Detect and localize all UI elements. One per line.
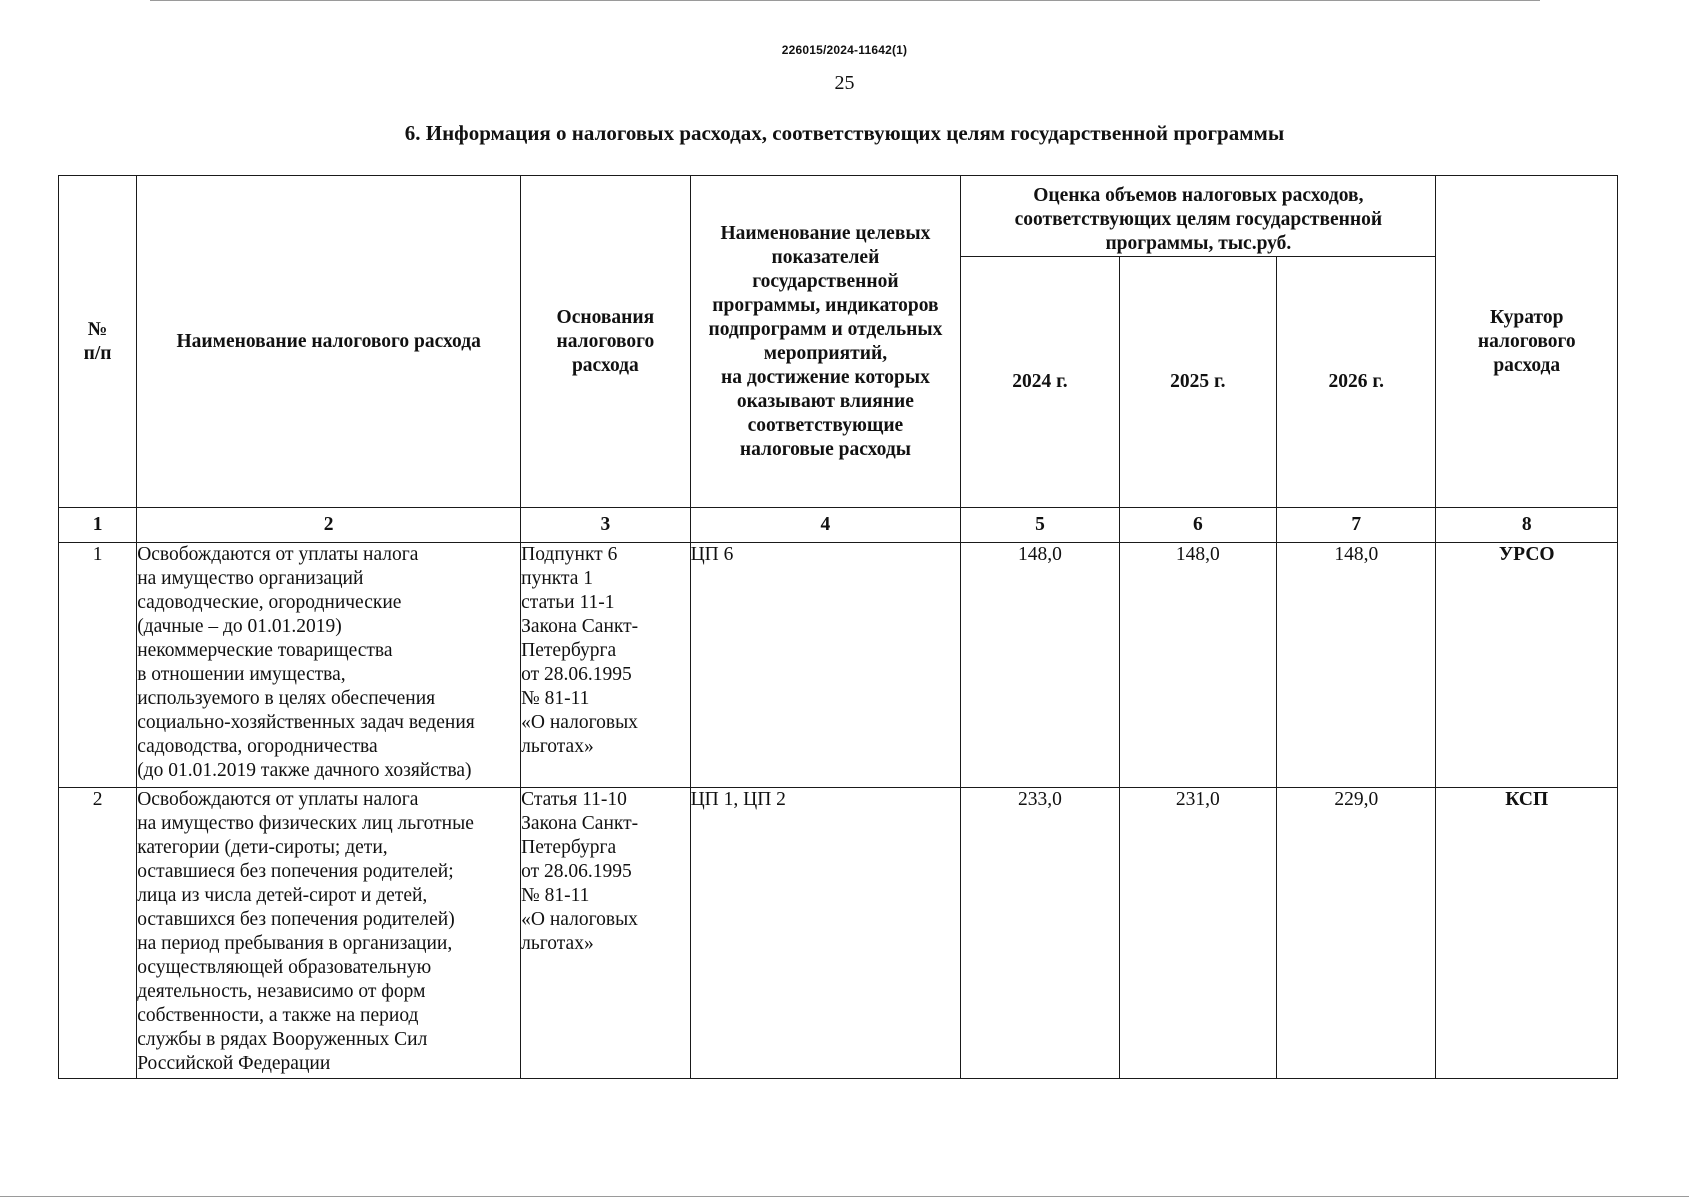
column-number: 4 [690, 508, 961, 543]
column-number: 6 [1119, 508, 1276, 543]
basis-cell: Статья 11-10 Закона Санкт- Петербурга от 28.06.1995 № 81-11 «О налоговых льготах» [521, 788, 690, 1079]
table-row [59, 543, 1618, 788]
value-2024-cell: 148,0 [961, 543, 1119, 788]
page-top-rule [150, 0, 1540, 1]
column-number: 3 [521, 508, 690, 543]
column-number: 2 [137, 508, 521, 543]
header-expense-name: Наименование налогового расхода [137, 176, 521, 508]
expense-name-cell: Освобождаются от уплаты налога на имущество организаций садоводческие, огороднические (дачные – до 01.01.2019) некоммерческие товарищества в отношении имущества, используемого в целях обеспечения социально-хозяйственных задач ведения садоводства, огородничества (до 01.01.2019 также дачного хозяйства) [137, 543, 521, 788]
column-number: 7 [1277, 508, 1436, 543]
column-number: 1 [59, 508, 137, 543]
header-estimate-group: Оценка объемов налоговых расходов, соответствующих целям государственной программы, тыс.руб. [961, 176, 1436, 257]
value-2026-cell: 148,0 [1277, 543, 1436, 788]
page-bottom-rule [0, 1196, 1689, 1197]
basis-cell: Подпункт 6 пункта 1 статьи 11-1 Закона Санкт- Петербурга от 28.06.1995 № 81-11 «О налоговых льготах» [521, 543, 690, 788]
indicators-cell: ЦП 6 [690, 543, 961, 788]
column-number: 8 [1436, 508, 1618, 543]
expense-name-cell: Освобождаются от уплаты налога на имущество физических лиц льготные категории (дети-сироты; дети, оставшиеся без попечения родителей; лица из числа детей-сирот и детей, оставшихся без попечения родителей) на период пребывания в организации, осуществляющей образовательную деятельность, независимо от форм собственности, а также на период службы в рядах Вооруженных Сил Российской Федерации [137, 788, 521, 1079]
value-2025-cell: 148,0 [1119, 543, 1276, 788]
page-number: 25 [834, 72, 855, 94]
column-number: 5 [961, 508, 1119, 543]
header-curator: Куратор налогового расхода [1436, 176, 1618, 508]
value-2024-cell: 233,0 [961, 788, 1119, 1079]
row-number: 1 [59, 543, 137, 788]
row-number: 2 [59, 788, 137, 1079]
header-year-2025: 2025 г. [1119, 257, 1276, 508]
section-title: 6. Информация о налоговых расходах, соответствующих целям государственной программы [404, 121, 1285, 145]
header-num: № п/п [59, 176, 137, 508]
curator-cell: УРСО [1436, 543, 1618, 788]
header-row-primary [59, 176, 1618, 257]
table-row [59, 788, 1618, 1079]
column-number-row [59, 508, 1618, 543]
header-year-2026: 2026 г. [1277, 257, 1436, 508]
curator-cell: КСП [1436, 788, 1618, 1079]
header-year-2024: 2024 г. [961, 257, 1119, 508]
tax-expenditures-table-container [58, 175, 1618, 1079]
header-indicators: Наименование целевых показателей государственной программы, индикаторов подпрограмм и отдельных мероприятий, на достижение которых оказывают влияние соответствующие налоговые расходы [690, 176, 961, 508]
document-number: 226015/2024-11642(1) [781, 43, 908, 57]
value-2025-cell: 231,0 [1119, 788, 1276, 1079]
indicators-cell: ЦП 1, ЦП 2 [690, 788, 961, 1079]
header-basis: Основания налогового расхода [521, 176, 690, 508]
value-2026-cell: 229,0 [1277, 788, 1436, 1079]
tax-expenditures-table [58, 175, 1618, 1079]
